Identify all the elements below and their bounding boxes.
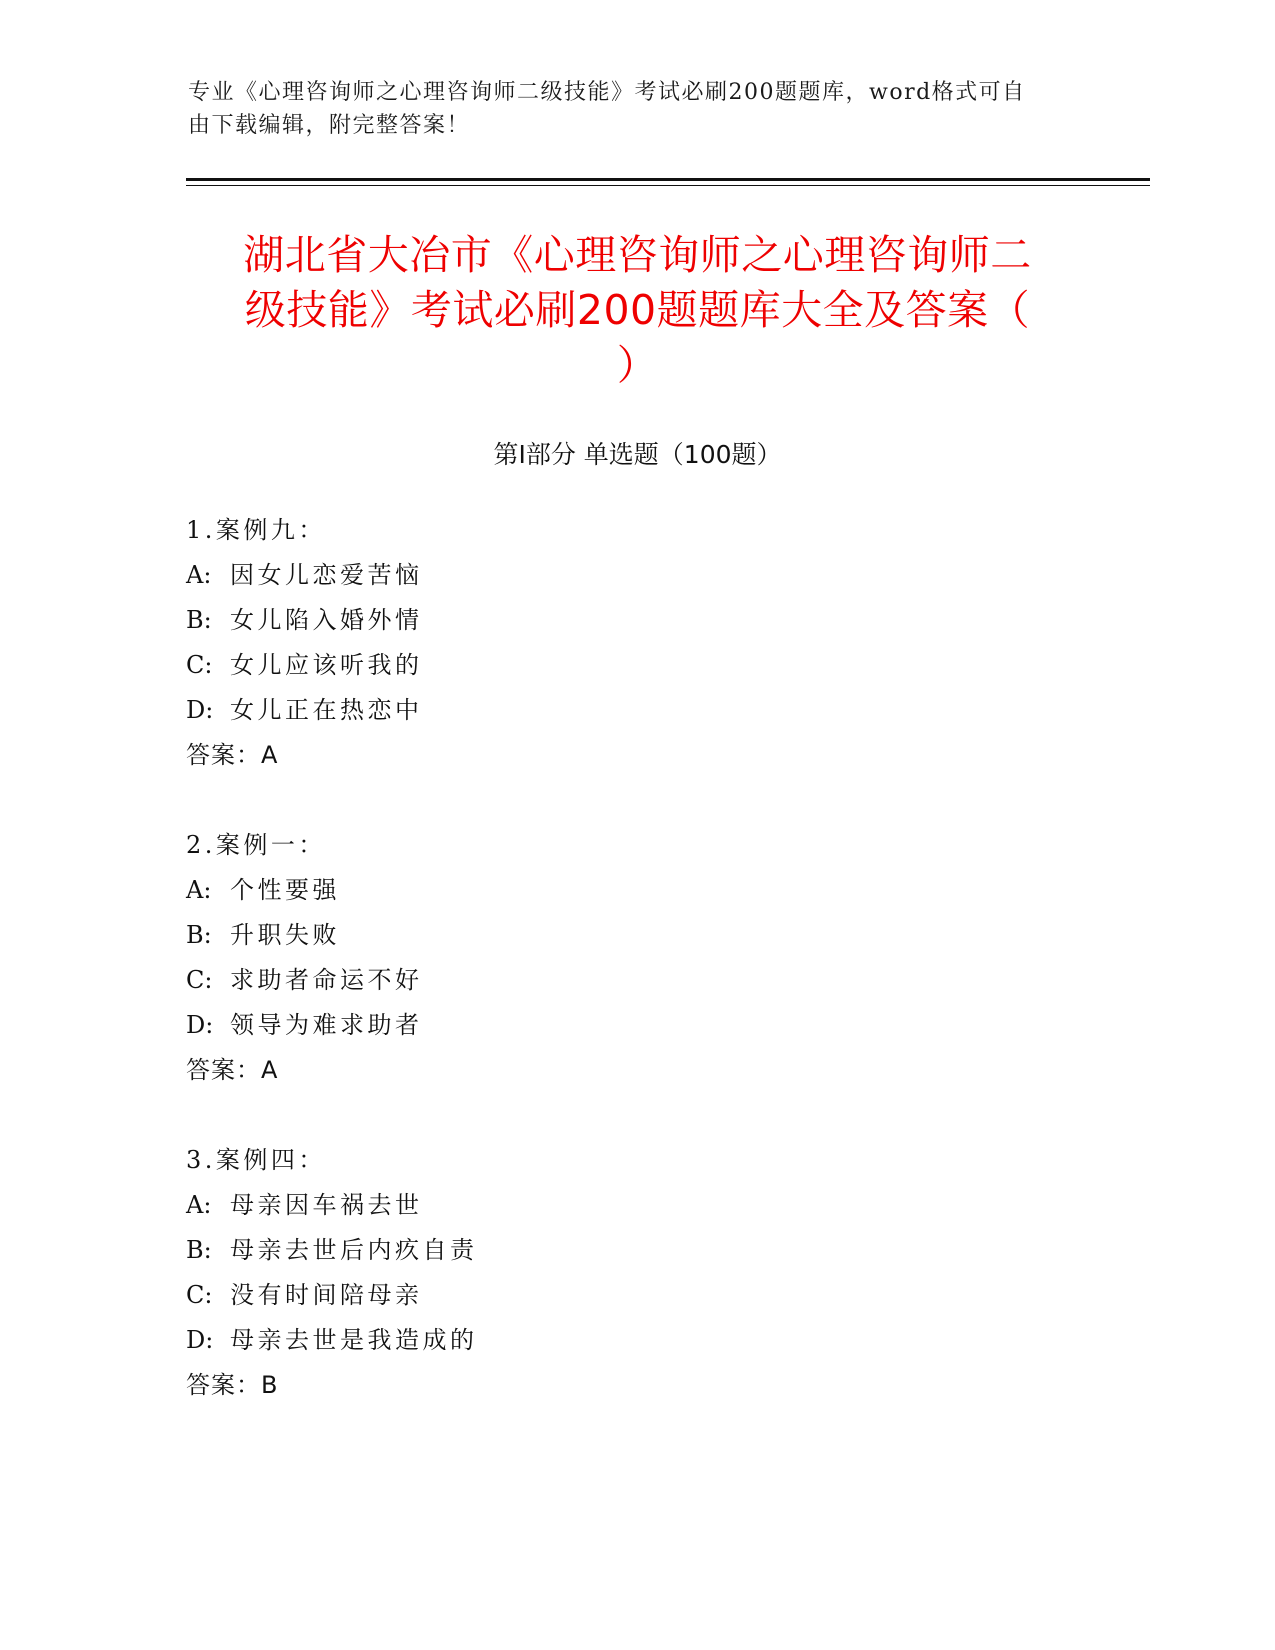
option-text: 没有时间陪母亲 xyxy=(230,1281,423,1309)
question-answer: 答案：B xyxy=(186,1371,279,1399)
question-block xyxy=(186,823,986,1093)
option-text: 母亲去世后内疚自责 xyxy=(230,1236,478,1264)
option-letter: B: xyxy=(186,1236,212,1264)
document-title xyxy=(150,228,1125,393)
question-option xyxy=(186,1318,986,1363)
option-text: 母亲去世是我造成的 xyxy=(230,1326,478,1354)
option-text: 求助者命运不好 xyxy=(230,966,423,994)
option-text: 领导为难求助者 xyxy=(230,1011,423,1039)
question-option xyxy=(186,958,986,1003)
title-line: 级技能》考试必刷200题题库大全及答案（ xyxy=(244,286,1031,334)
question-stem: 1.案例九： xyxy=(186,516,326,544)
header-divider-thick xyxy=(186,178,1150,181)
option-text: 个性要强 xyxy=(230,876,340,904)
option-text: 母亲因车祸去世 xyxy=(230,1191,423,1219)
question-option xyxy=(186,643,986,688)
question-option xyxy=(186,688,986,733)
option-letter: C: xyxy=(186,651,213,679)
intro-line: 由下载编辑，附完整答案！ xyxy=(188,113,471,138)
option-letter: B: xyxy=(186,921,212,949)
option-letter: A: xyxy=(186,876,212,904)
question-stem: 3.案例四： xyxy=(186,1146,326,1174)
question-block xyxy=(186,508,986,778)
option-letter: B: xyxy=(186,606,212,634)
option-text: 女儿正在热恋中 xyxy=(230,696,423,724)
option-letter: D: xyxy=(186,696,214,724)
question-option xyxy=(186,1003,986,1048)
question-stem: 2.案例一： xyxy=(186,831,326,859)
header-divider-thin xyxy=(186,185,1150,186)
intro-paragraph xyxy=(188,76,1078,142)
intro-line: 专业《心理咨询师之心理咨询师二级技能》考试必刷200题题库，word格式可自 xyxy=(188,80,1026,105)
title-line: ） xyxy=(616,341,659,389)
option-letter: A: xyxy=(186,561,212,589)
title-line: 湖北省大冶市《心理咨询师之心理咨询师二 xyxy=(243,231,1032,279)
question-option xyxy=(186,1273,986,1318)
option-letter: A: xyxy=(186,1191,212,1219)
option-letter: D: xyxy=(186,1326,214,1354)
question-answer: 答案：A xyxy=(186,741,279,769)
option-text: 升职失败 xyxy=(230,921,340,949)
option-text: 女儿应该听我的 xyxy=(230,651,423,679)
section-heading: 第I部分 单选题（100题） xyxy=(493,440,782,469)
option-letter: C: xyxy=(186,1281,213,1309)
option-text: 因女儿恋爱苦恼 xyxy=(230,561,423,589)
question-option xyxy=(186,913,986,958)
question-option xyxy=(186,1228,986,1273)
question-answer: 答案：A xyxy=(186,1056,279,1084)
question-option xyxy=(186,1183,986,1228)
question-option xyxy=(186,868,986,913)
question-option xyxy=(186,598,986,643)
option-text: 女儿陷入婚外情 xyxy=(230,606,423,634)
option-letter: D: xyxy=(186,1011,214,1039)
option-letter: C: xyxy=(186,966,213,994)
question-block xyxy=(186,1138,986,1408)
question-option xyxy=(186,553,986,598)
